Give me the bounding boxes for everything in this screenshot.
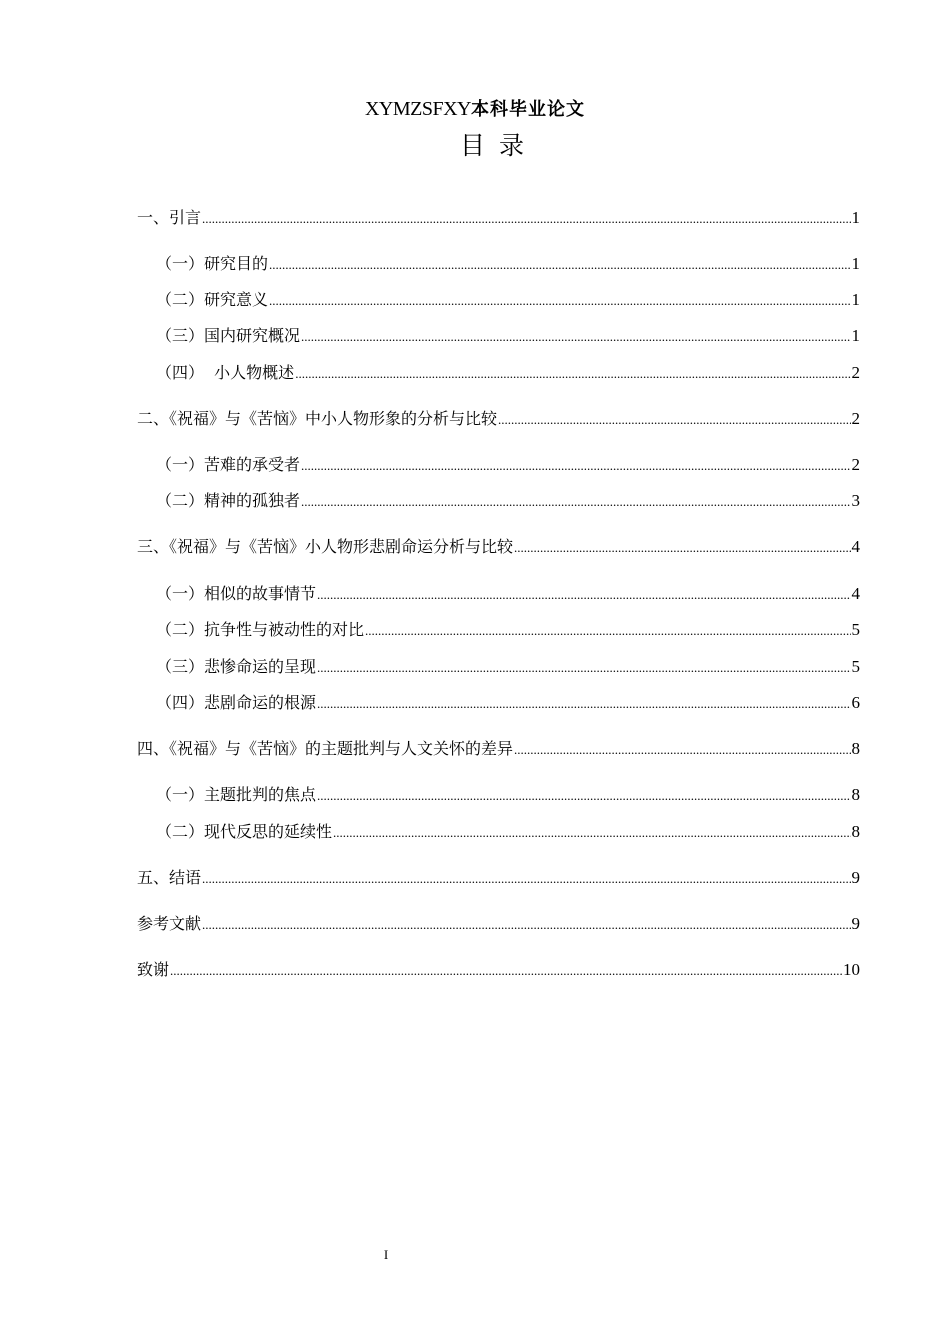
toc-entry-text: （四） 小人物概述 [156, 363, 295, 382]
toc-entry[interactable] [137, 866, 860, 891]
toc-entry[interactable] [137, 737, 860, 762]
toc-entry-text: 三、《祝福》与《苦恼》小人物形悲剧命运分析与比较 [137, 537, 514, 556]
toc-leader-dots [317, 784, 850, 808]
toc-leader-dots [365, 619, 850, 643]
toc-entry-page: 1 [851, 208, 860, 227]
toc-entry[interactable] [156, 361, 860, 386]
toc-entry-page: 5 [851, 657, 860, 676]
toc-entry[interactable] [137, 912, 860, 937]
toc-entry-page: 4 [851, 584, 860, 603]
toc-entry[interactable] [156, 582, 860, 607]
toc-leader-dots [202, 867, 850, 891]
toc-entry-page: 8 [851, 822, 860, 841]
toc-leader-dots [514, 536, 850, 560]
toc-entry-page: 1 [851, 290, 860, 309]
toc-entry-page: 2 [851, 455, 860, 474]
toc-leader-dots [295, 362, 850, 386]
toc-entry-page: 1 [851, 326, 860, 345]
toc-title: 目录 [459, 131, 538, 160]
toc-entry-text: （一）主题批判的焦点 [156, 785, 317, 804]
toc-leader-dots [269, 253, 850, 277]
toc-leader-dots [301, 490, 850, 514]
toc-entry-page: 8 [851, 785, 860, 804]
toc-entry-text: 致谢 [137, 960, 170, 979]
document-header [0, 94, 950, 124]
toc-leader-dots [317, 583, 850, 607]
toc-leader-dots [317, 692, 850, 716]
toc-entry-text: （三）国内研究概况 [156, 326, 301, 345]
toc-leader-dots [301, 325, 850, 349]
toc-entry-page: 2 [851, 363, 860, 382]
toc-entry[interactable] [137, 407, 860, 432]
toc-entry-page: 5 [851, 620, 860, 639]
toc-leader-dots [514, 738, 850, 762]
toc-entry[interactable] [156, 453, 860, 478]
header-school-code: XYMZSFXY [364, 98, 472, 120]
toc-entry-text: （一）研究目的 [156, 254, 269, 273]
toc-entry-page: 3 [851, 491, 860, 510]
toc-entry-text: （三）悲惨命运的呈现 [156, 657, 317, 676]
toc-entry-page: 8 [851, 739, 860, 758]
toc-leader-dots [317, 656, 850, 680]
toc-entry-text: （二）精神的孤独者 [156, 491, 301, 510]
toc-leader-dots [202, 913, 850, 937]
toc-entry[interactable] [137, 535, 860, 560]
toc-entry[interactable] [137, 958, 860, 983]
toc-entry[interactable] [156, 252, 860, 277]
toc-entry-text: 参考文献 [137, 914, 202, 933]
toc-leader-dots [269, 289, 850, 313]
toc-entry-text: （二）现代反思的延续性 [156, 822, 333, 841]
toc-entry[interactable] [156, 820, 860, 845]
toc-entry-text: 二、《祝福》与《苦恼》中小人物形象的分析与比较 [137, 409, 498, 428]
toc-entry-page: 2 [851, 409, 860, 428]
toc-leader-dots [333, 821, 850, 845]
toc-leader-dots [170, 959, 842, 983]
toc-entry-page: 6 [851, 693, 860, 712]
toc-entry-page: 9 [851, 914, 860, 933]
toc-entry-page: 10 [843, 960, 860, 979]
toc-leader-dots [301, 454, 850, 478]
toc-entry[interactable] [156, 783, 860, 808]
toc-entry-page: 4 [851, 537, 860, 556]
toc-entry-text: 五、结语 [137, 868, 202, 887]
toc-entry[interactable] [137, 206, 860, 231]
toc-entry[interactable] [156, 618, 860, 643]
toc-entry-text: （二）抗争性与被动性的对比 [156, 620, 365, 639]
toc-entry-page: 9 [851, 868, 860, 887]
toc-leader-dots [498, 408, 850, 432]
toc-leader-dots [202, 207, 850, 231]
toc-entry-text: （二）研究意义 [156, 290, 269, 309]
toc-entry[interactable] [156, 288, 860, 313]
toc-entry[interactable] [156, 655, 860, 680]
page-number: I [383, 1247, 389, 1262]
toc-entry[interactable] [156, 324, 860, 349]
toc-entry-text: （一）苦难的承受者 [156, 455, 301, 474]
toc-entry-text: 四、《祝福》与《苦恼》的主题批判与人文关怀的差异 [137, 739, 514, 758]
toc-entry[interactable] [156, 489, 860, 514]
header-thesis-type: 本科毕业论文 [471, 99, 586, 120]
toc-entry-text: （四）悲剧命运的根源 [156, 693, 317, 712]
toc-entry-text: 一、引言 [137, 208, 202, 227]
toc-entry[interactable] [156, 691, 860, 716]
toc-entry-page: 1 [851, 254, 860, 273]
toc-entry-text: （一）相似的故事情节 [156, 584, 317, 603]
